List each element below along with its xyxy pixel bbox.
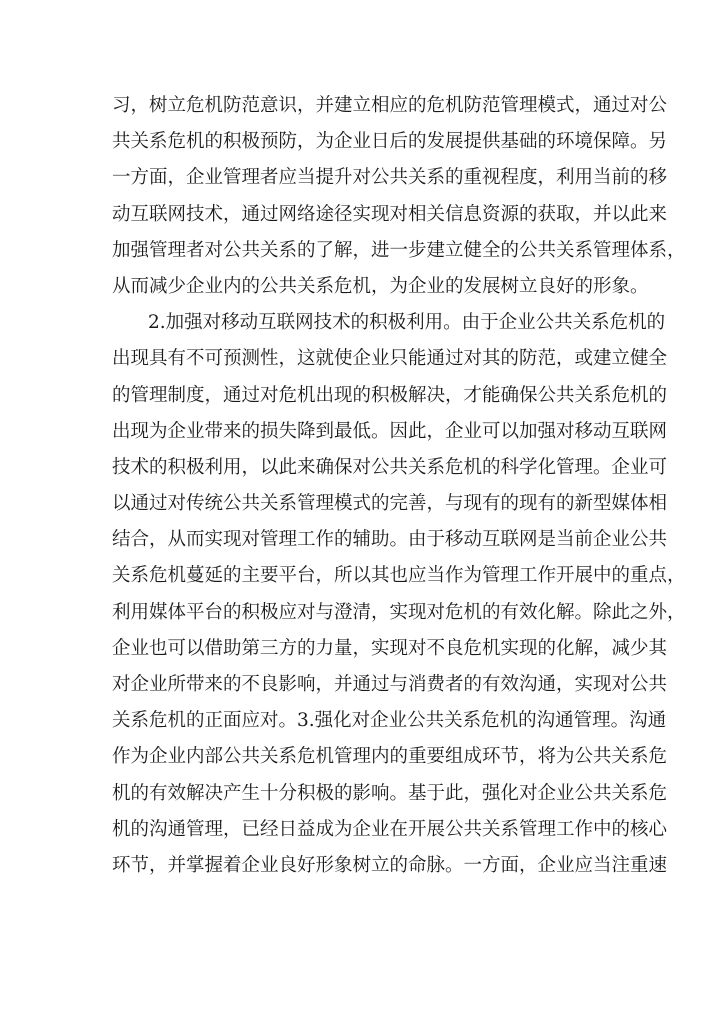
text-line: 关系危机蔓延的主要平台，所以其也应当作为管理工作开展中的重点，	[112, 565, 686, 587]
text-line: 从而减少企业内的公共关系危机，为企业的发展树立良好的形象。	[112, 275, 649, 297]
text-line: 以通过对传统公共关系管理模式的完善，与现有的现有的新型媒体相	[112, 493, 668, 515]
text-line: 环节，并掌握着企业良好形象树立的命脉。一方面，企业应当注重速	[112, 854, 668, 876]
text-line: 一方面，企业管理者应当提升对公共关系的重视程度，利用当前的移	[112, 167, 668, 189]
text-line: 出现为企业带来的损失降到最低。因此，企业可以加强对移动互联网	[112, 420, 668, 442]
text-line: 机的沟通管理，已经日益成为企业在开展公共关系管理工作中的核心	[112, 818, 668, 840]
text-line: 关系危机的正面应对。3.强化对企业公共关系危机的沟通管理。沟通	[112, 710, 667, 732]
text-line: 作为企业内部公共关系危机管理内的重要组成环节，将为公共关系危	[112, 746, 668, 768]
paragraph	[112, 305, 686, 884]
text-line: 利用媒体平台的积极应对与澄清，实现对危机的有效化解。除此之外，	[112, 601, 686, 623]
text-line: 动互联网技术，通过网络途径实现对相关信息资源的获取，并以此来	[112, 203, 668, 225]
text-line: 2.加强对移动互联网技术的积极利用。由于企业公共关系危机的	[148, 312, 666, 334]
text-line: 的管理制度，通过对危机出现的积极解决，才能确保公共关系危机的	[112, 384, 668, 406]
text-line: 机的有效解决产生十分积极的影响。基于此，强化对企业公共关系危	[112, 782, 668, 804]
text-line: 加强管理者对公共关系的了解，进一步建立健全的公共关系管理体系，	[112, 239, 686, 261]
body-text	[112, 88, 686, 884]
text-line: 出现具有不可预测性，这就使企业只能通过对其的防范，或建立健全	[112, 348, 668, 370]
paragraph	[112, 88, 686, 305]
text-line: 结合，从而实现对管理工作的辅助。由于移动互联网是当前企业公共	[112, 529, 668, 551]
text-line: 技术的积极利用，以此来确保对公共关系危机的科学化管理。企业可	[112, 456, 668, 478]
text-line: 共关系危机的积极预防，为企业日后的发展提供基础的环境保障。另	[112, 131, 668, 153]
text-line: 企业也可以借助第三方的力量，实现对不良危机实现的化解，减少其	[112, 637, 668, 659]
text-line: 习，树立危机防范意识，并建立相应的危机防范管理模式，通过对公	[112, 95, 668, 116]
text-line: 对企业所带来的不良影响，并通过与消费者的有效沟通，实现对公共	[112, 674, 668, 695]
